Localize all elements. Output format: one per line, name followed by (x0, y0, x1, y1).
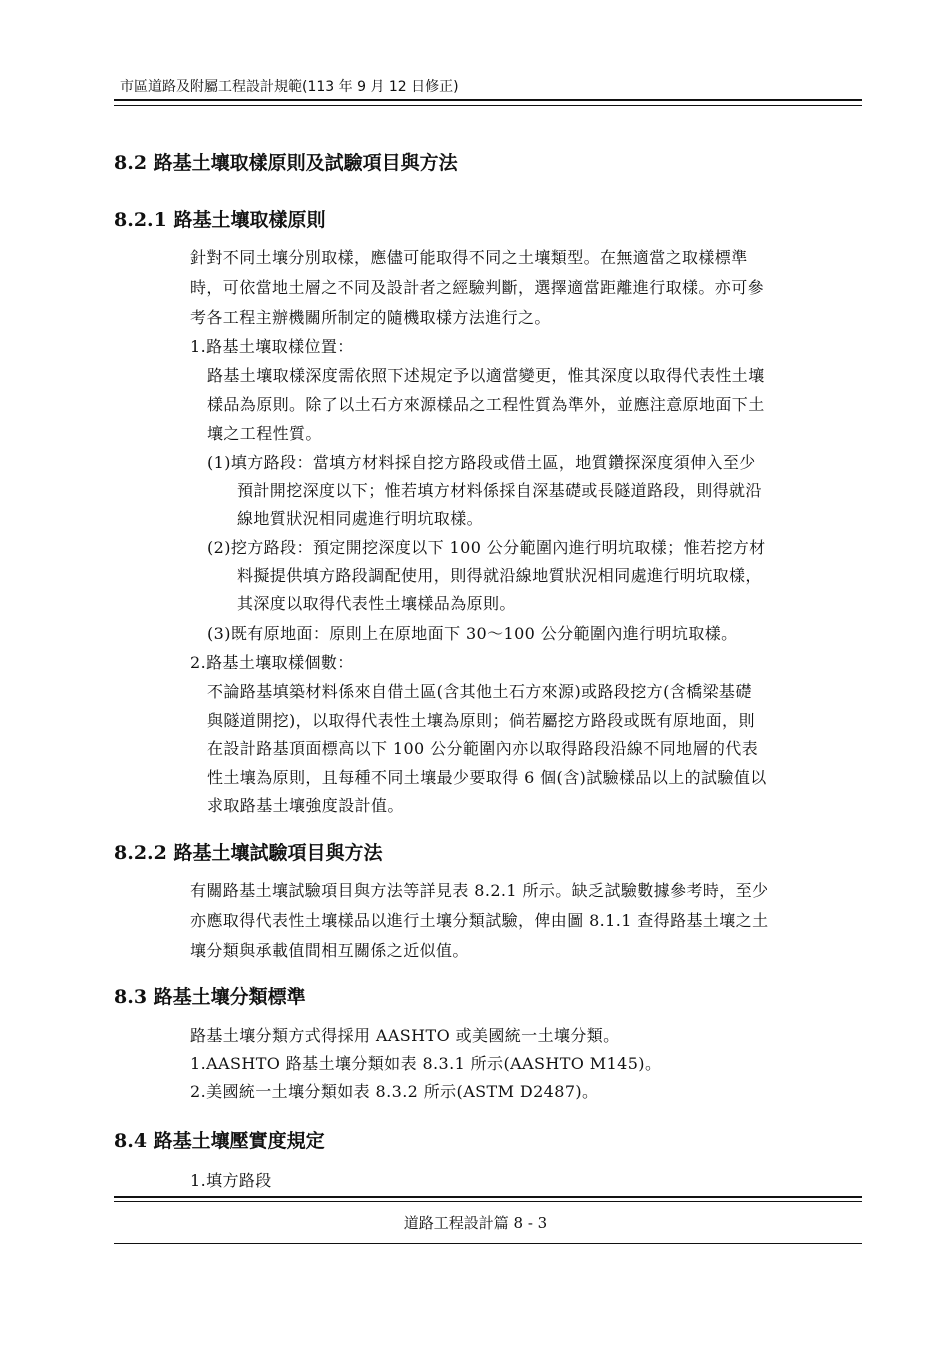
item-1-text (207, 363, 765, 450)
paragraph-line: 與隧道開挖)，以取得代表性土壤為原則；倘若屬挖方路段或既有原地面，則 (207, 710, 755, 730)
footer-rule-thin (114, 1201, 862, 1202)
footer-rule-thick (114, 1196, 862, 1198)
paragraph-line: 線地質狀況相同處進行明坑取樣。 (237, 509, 484, 528)
paragraph-line: 針對不同土壤分別取樣，應儘可能取得不同之土壤類型。在無適當之取樣標準 (190, 248, 748, 267)
paragraph-line: 壤之工程性質。 (207, 424, 322, 443)
paragraph-line: 1.AASHTO 路基土壤分類如表 8.3.1 所示(AASHTO M145)。 (190, 1054, 662, 1073)
paragraph-line: (1)填方路段：當填方材料採自挖方路段或借土區，地質鑽探深度須伸入至少 (207, 453, 756, 472)
paragraph-line: 路基土壤分類方式得採用 AASHTO 或美國統一土壤分類。 (190, 1026, 620, 1045)
paragraph-line: (2)挖方路段：預定開挖深度以下 100 公分範圍內進行明坑取樣；惟若挖方材 (207, 538, 766, 557)
running-header: 市區道路及附屬工程設計規範(113 年 9 月 12 日修正) (120, 79, 459, 95)
item-1-sub-3: (3)既有原地面：原則上在原地面下 30～100 公分範圍內進行明坑取樣。 (207, 624, 738, 643)
paragraph-line: 考各工程主辦機關所制定的隨機取樣方法進行之。 (190, 308, 551, 327)
paragraph-line: 亦應取得代表性土壤樣品以進行土壤分類試驗，俾由圖 8.1.1 查得路基土壤之土 (190, 911, 769, 930)
paragraph-line: 不論路基填築材料係來自借土區(含其他土石方來源)或路段挖方(含橋梁基礎 (207, 682, 752, 701)
section-8-4-item-1: 1.填方路段 (190, 1171, 272, 1190)
section-8-2-heading: 8.2 路基土壤取樣原則及試驗項目與方法 (114, 152, 458, 174)
section-8-2-1-heading: 8.2.1 路基土壤取樣原則 (114, 209, 326, 231)
paragraph-line: 料擬提供填方路段調配使用，則得就沿線地質狀況相同處進行明坑取樣， (237, 566, 762, 585)
item-1-sub-1 (207, 450, 762, 534)
paragraph-line: 預計開挖深度以下；惟若填方材料係採自深基礎或長隧道路段，則得就沿 (237, 481, 762, 500)
header-rule-thick (114, 99, 862, 101)
item-1-label: 1.路基土壤取樣位置： (190, 337, 354, 356)
section-8-2-2-text (190, 878, 768, 968)
paragraph-line: 時，可依當地土層之不同及設計者之經驗判斷，選擇適當距離進行取樣。亦可參 (190, 278, 765, 297)
header-rule-thin (114, 105, 862, 106)
paragraph-line: 2.美國統一土壤分類如表 8.3.2 所示(ASTM D2487)。 (190, 1082, 599, 1101)
paragraph-line: 路基土壤取樣深度需依照下述規定予以適當變更，惟其深度以取得代表性土壤 (207, 366, 765, 385)
section-8-3-text (190, 1023, 661, 1107)
paragraph-line: 壤分類與承載值間相互關係之近似值。 (190, 941, 469, 960)
section-8-2-1-intro (190, 245, 764, 335)
item-2-label: 2.路基土壤取樣個數： (190, 653, 354, 672)
footer-bottom-rule (114, 1243, 862, 1244)
paragraph-line: 其深度以取得代表性土壤樣品為原則。 (237, 594, 516, 613)
page-footer: 道路工程設計篇 8 - 3 (403, 1214, 548, 1232)
paragraph-line: 在設計路基頂面標高以下 100 公分範圍內亦以取得路段沿線不同地層的代表 (207, 739, 759, 758)
paragraph-line: 樣品為原則。除了以土石方來源樣品之工程性質為準外，並應注意原地面下土 (207, 395, 765, 414)
section-8-3-heading: 8.3 路基土壤分類標準 (114, 986, 306, 1008)
paragraph-line: 有關路基土壤試驗項目與方法等詳見表 8.2.1 所示。缺乏試驗數據參考時，至少 (190, 881, 769, 900)
item-2-text (207, 679, 767, 822)
paragraph-line: 性土壤為原則，且每種不同土壤最少要取得 6 個(含)試驗樣品以上的試驗值以 (207, 767, 767, 787)
section-8-4-heading: 8.4 路基土壤壓實度規定 (114, 1130, 325, 1152)
paragraph-line: 求取路基土壤強度設計值。 (207, 796, 404, 815)
item-1-sub-2 (207, 535, 766, 619)
section-8-2-2-heading: 8.2.2 路基土壤試驗項目與方法 (114, 842, 383, 864)
